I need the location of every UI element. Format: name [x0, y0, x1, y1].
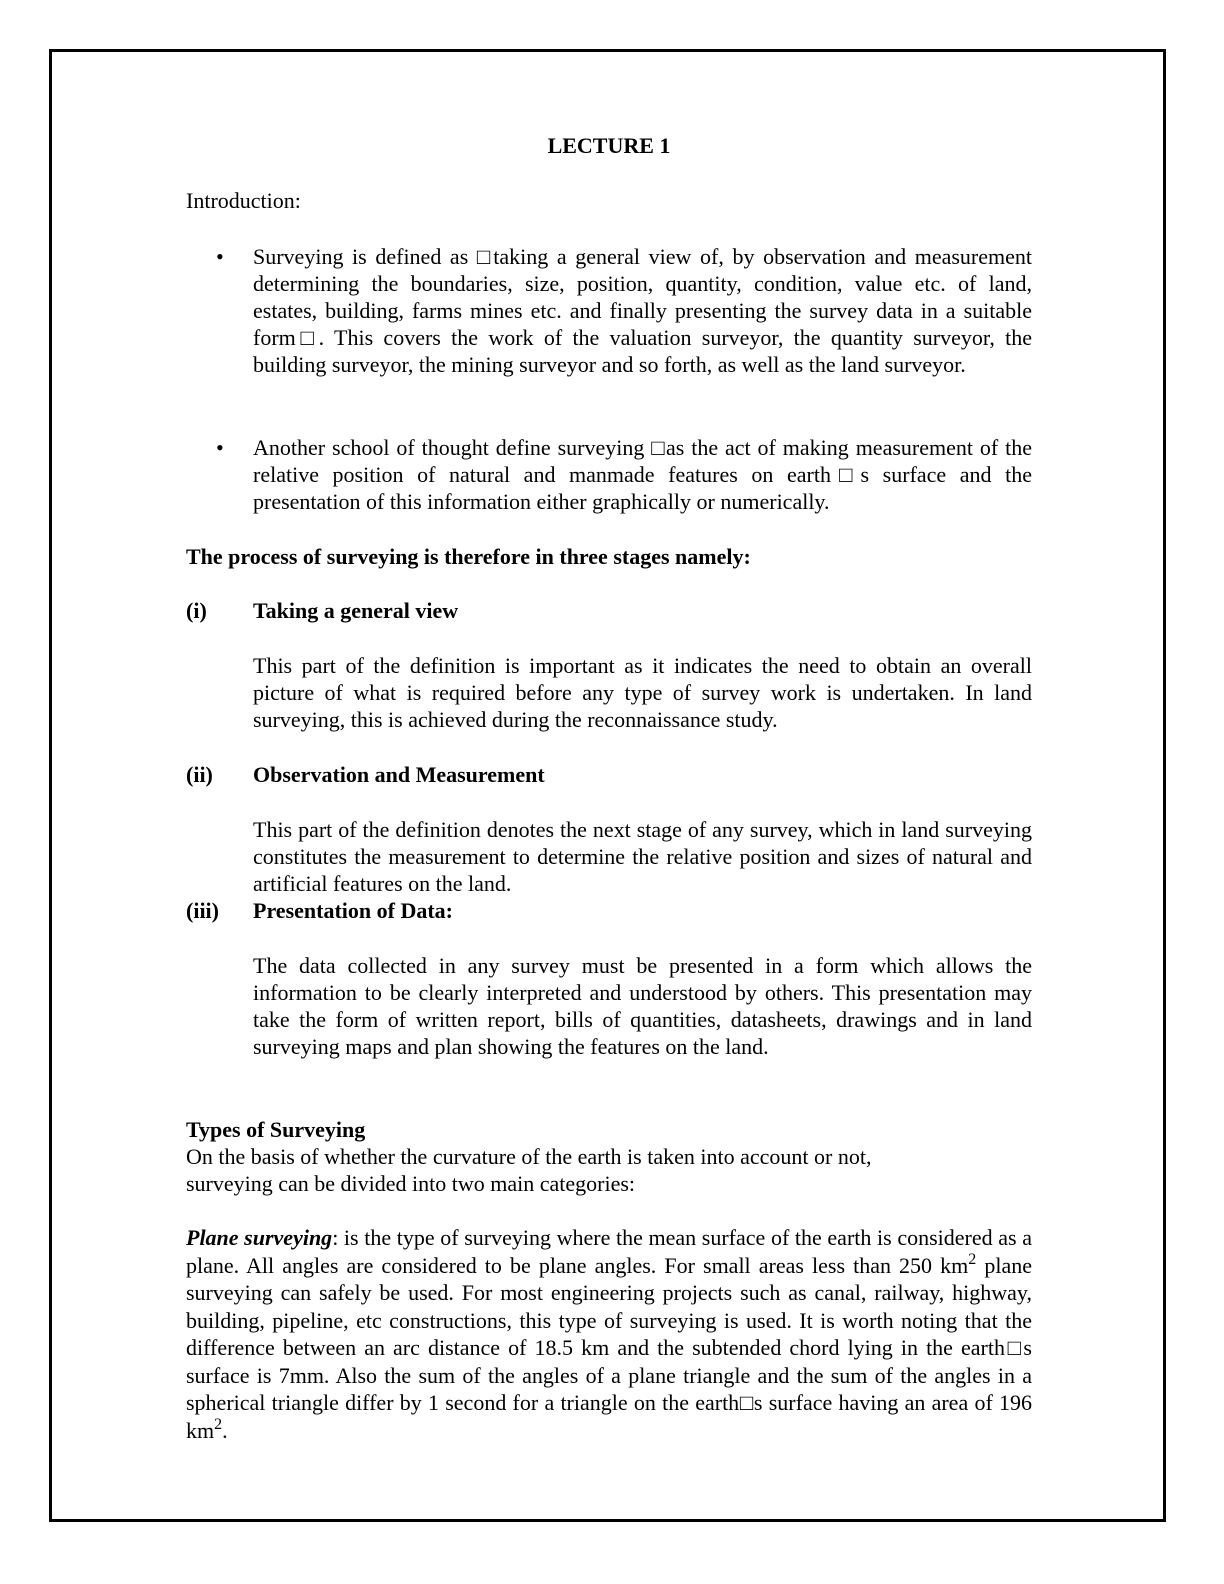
- types-intro-line1: On the basis of whether the curvature of the earth is taken into account or not,: [186, 1144, 872, 1169]
- plane-text-1: : is the type of surveying where the mean surface of the earth is considered as a plane. All angles are considered to be plane angles. For small areas less than 250 km: [186, 1225, 1032, 1278]
- lecture-title: LECTURE 1: [547, 133, 671, 158]
- plane-surveying-term: Plane surveying: [186, 1225, 333, 1250]
- process-heading: The process of surveying is therefore in three stages namely:: [186, 544, 751, 569]
- plane-text-2: plane surveying can safely be used. For most engineering projects such as canal, railway, highway, building, pipeline, etc constructions, this type of surveying is used. It is worth noting that the difference between an arc distance of 18.5 km and the subtended chord lying in the earth□s surface is 7mm. Also the sum of the angles of a plane triangle and the sum of the angles in a spherical triangle differ by 1 second for a triangle on the earth□s surface having an area of 196 km: [186, 1252, 1032, 1443]
- types-intro-line2: surveying can be divided into two main categories:: [186, 1171, 636, 1196]
- stage-title: Observation and Measurement: [253, 762, 545, 787]
- intro-label: Introduction:: [186, 188, 301, 213]
- bullet-text: Surveying is defined as □taking a general view of, by observation and measurement determining the boundaries, size, position, quantity, condition, value etc. of land, estates, building, farms mines etc. and finally presenting the survey data in a suitable form□. This covers the work of the valuation surveyor, the quantity surveyor, the building surveyor, the mining surveyor and so forth, as well as the land surveyor.: [253, 244, 1032, 377]
- superscript: 2: [968, 1250, 977, 1268]
- plane-text-end: .: [222, 1417, 228, 1443]
- bullet-text: Another school of thought define surveying □as the act of making measurement of the relative position of natural and manmade features on earth□s surface and the presentation of this information either graphically or numerically.: [253, 435, 1032, 514]
- bullet-icon: •: [216, 244, 224, 269]
- stage-body: This part of the definition denotes the next stage of any survey, which in land surveying constitutes the measurement to determine the relative position and sizes of natural and artificial features on the land.: [253, 817, 1032, 896]
- stage-body: The data collected in any survey must be presented in a form which allows the information to be clearly interpreted and understood by others. This presentation may take the form of written report, bills of quantities, datasheets, drawings and in land surveying maps and plan showing the features on the land.: [253, 953, 1032, 1059]
- stage-number: (ii): [186, 762, 213, 787]
- stage-title: Taking a general view: [253, 598, 459, 623]
- superscript: 2: [214, 1415, 223, 1433]
- stage-number: (iii): [186, 898, 219, 923]
- types-heading: Types of Surveying: [186, 1117, 366, 1142]
- bullet-icon: •: [216, 435, 224, 460]
- stage-body: This part of the definition is important as it indicates the need to obtain an overall picture of what is required before any type of survey work is undertaken. In land surveying, this is achieved during the reconnaissance study.: [253, 653, 1032, 732]
- stage-number: (i): [186, 598, 207, 623]
- plane-surveying-paragraph: [186, 1224, 1032, 1444]
- stage-title: Presentation of Data:: [253, 898, 453, 923]
